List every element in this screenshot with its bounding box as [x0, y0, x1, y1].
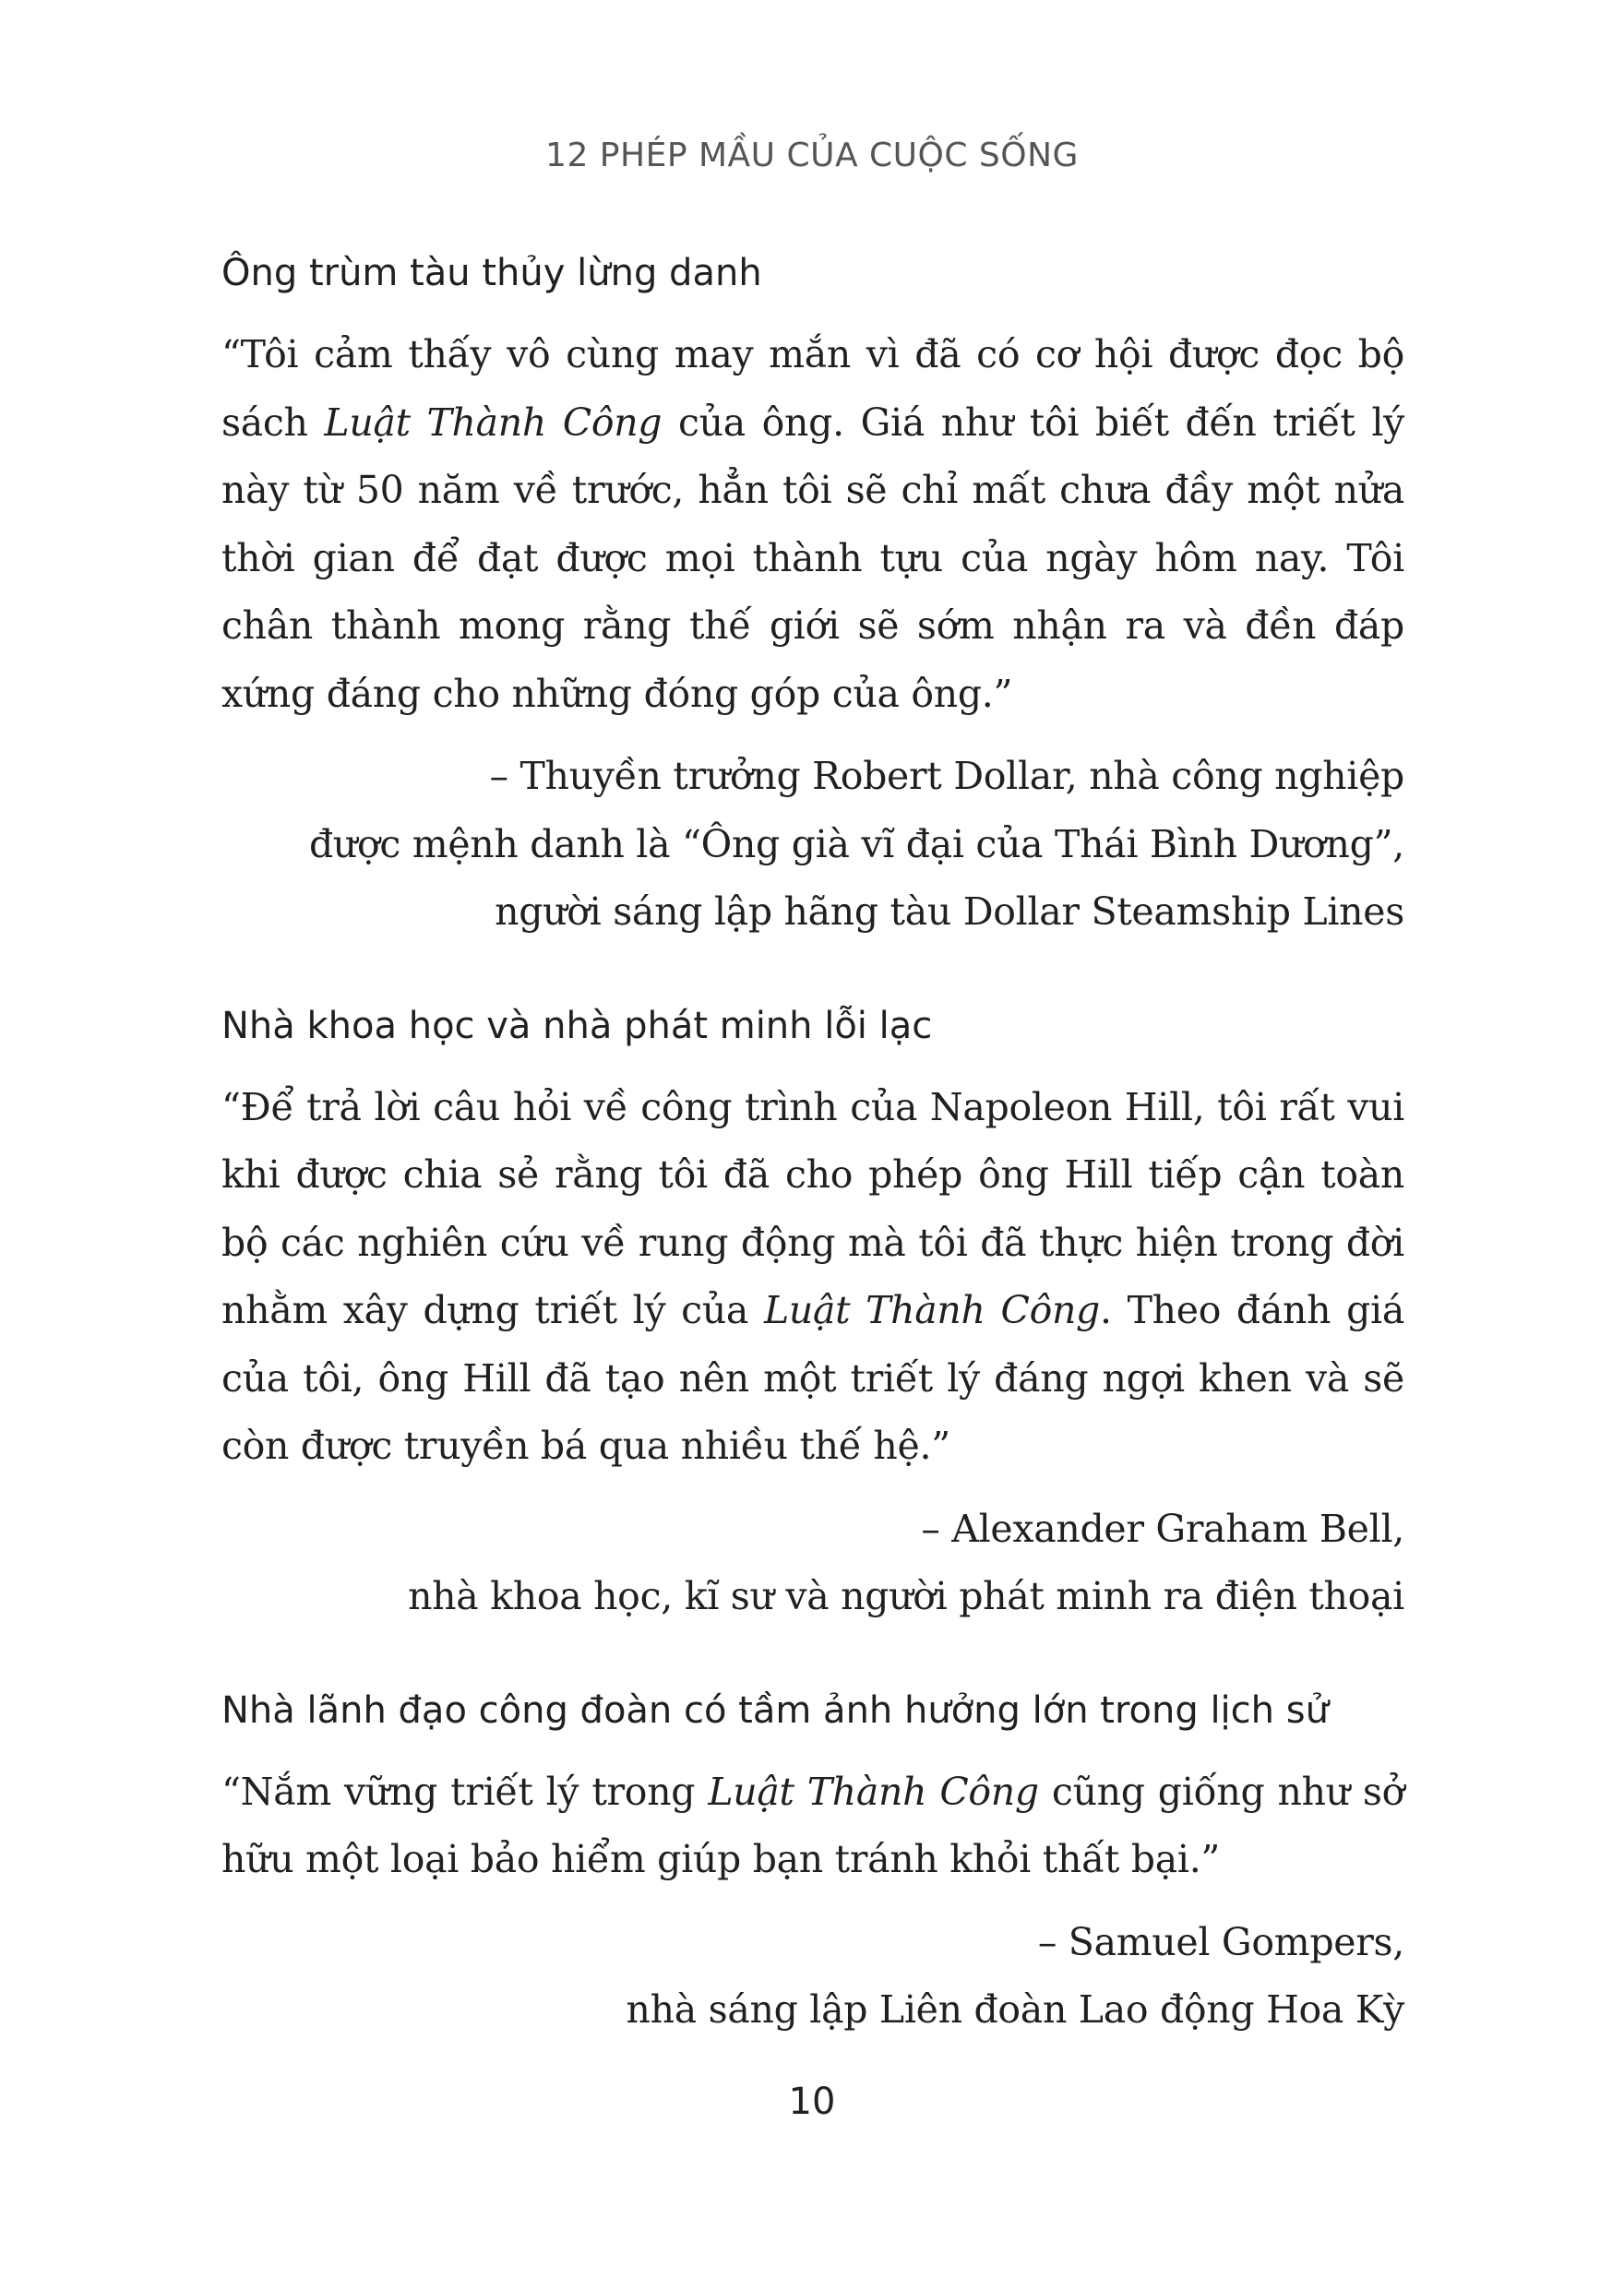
testimonial-quote: [221, 1759, 1404, 1894]
testimonial-attribution: [221, 1496, 1404, 1631]
section-heading: Nhà lãnh đạo công đoàn có tầm ảnh hưởng lớn trong lịch sử: [221, 1688, 1329, 1732]
testimonial-section: [221, 247, 1404, 947]
quote-text: cũng giống như sở hữu một loại bảo hiểm giúp bạn tránh khỏi thất bại.”: [221, 1769, 1404, 1881]
quote-text: “Để trả lời câu hỏi về công trình của Napoleon Hill, tôi rất vui khi được chia sẻ rằng tôi đã cho phép ông Hill tiếp cận toàn bộ các nghiên cứu về rung động mà tôi đã thực hiện trong đời nhằm xây dựng triết lý của: [221, 1084, 1404, 1332]
quote-text: “Tôi cảm thấy vô cùng may mắn vì đã có cơ hội được đọc bộ sách: [221, 332, 1404, 445]
section-heading: Nhà khoa học và nhà phát minh lỗi lạc: [221, 1004, 933, 1047]
testimonial-quote: [221, 1074, 1404, 1481]
page-number: 10: [788, 2081, 836, 2123]
book-title-italic: Luật Thành Công: [324, 400, 663, 445]
attribution-line: được mệnh danh là “Ông già vĩ đại của Thái Bình Dương”,: [308, 821, 1404, 866]
attribution-line: người sáng lập hãng tàu Dollar Steamship Lines: [495, 889, 1404, 934]
attribution-line: – Alexander Graham Bell,: [921, 1506, 1404, 1551]
attribution-line: nhà khoa học, kĩ sư và người phát minh ra điện thoại: [408, 1574, 1404, 1618]
attribution-line: – Thuyền trưởng Robert Dollar, nhà công nghiệp: [489, 754, 1404, 798]
book-title-italic: Luật Thành Công: [708, 1769, 1039, 1814]
testimonial-quote: [221, 321, 1404, 728]
quote-text: của ông. Giá như tôi biết đến triết lý này từ 50 năm về trước, hẳn tôi sẽ chỉ mất chưa đầy một nửa thời gian để đạt được mọi thành tựu của ngày hôm nay. Tôi chân thành mong rằng thế giới sẽ sớm nhận ra và đền đáp xứng đáng cho những đóng góp của ông.”: [221, 400, 1404, 716]
running-header: 12 PHÉP MẦU CỦA CUỘC SỐNG: [545, 137, 1079, 174]
quote-text: . Theo đánh giá của tôi, ông Hill đã tạo nên một triết lý đáng ngợi khen và sẽ còn được truyền bá qua nhiều thế hệ.”: [221, 1288, 1404, 1468]
testimonial-attribution: [221, 743, 1404, 947]
attribution-line: nhà sáng lập Liên đoàn Lao động Hoa Kỳ: [626, 1987, 1404, 2032]
book-title-italic: Luật Thành Công: [763, 1288, 1100, 1332]
section-heading: Ông trùm tàu thủy lừng danh: [221, 252, 762, 294]
testimonial-attribution: [221, 1909, 1404, 2045]
quote-text: “Nắm vững triết lý trong: [221, 1769, 709, 1814]
page-content: [221, 247, 1404, 2098]
testimonial-section: [221, 1685, 1404, 2045]
attribution-line: – Samuel Gompers,: [1037, 1919, 1404, 1964]
testimonial-section: [221, 1000, 1404, 1631]
